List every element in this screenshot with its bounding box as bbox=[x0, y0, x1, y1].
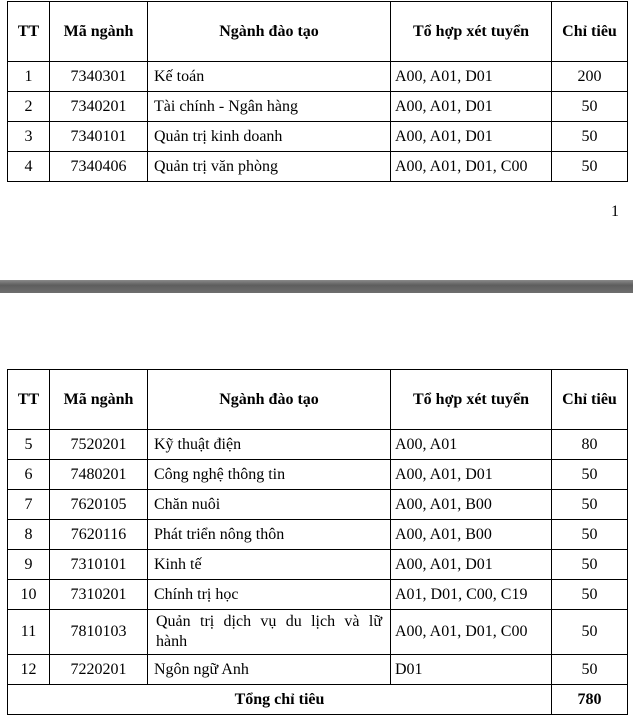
table-header-row bbox=[8, 2, 628, 62]
page-number: 1 bbox=[611, 203, 619, 220]
admission-table-page-1 bbox=[7, 1, 628, 182]
cell-to-hop: A01, D01, C00, C19 bbox=[391, 580, 552, 610]
table-row bbox=[8, 122, 628, 152]
cell-tt: 8 bbox=[8, 520, 50, 550]
cell-chi-tieu: 200 bbox=[552, 62, 628, 92]
total-label: Tổng chỉ tiêu bbox=[8, 685, 552, 715]
table-row bbox=[8, 610, 628, 655]
cell-ma-nganh: 7620105 bbox=[50, 490, 148, 520]
table-row bbox=[8, 655, 628, 685]
cell-nganh-line-1: Quản trị dịch vụ du lịch và lữ bbox=[156, 613, 382, 630]
document-page-1 bbox=[0, 0, 633, 280]
cell-ma-nganh: 7810103 bbox=[50, 610, 148, 655]
cell-ma-nganh: 7340101 bbox=[50, 122, 148, 152]
table-header-row bbox=[8, 370, 628, 430]
cell-ma-nganh: 7620116 bbox=[50, 520, 148, 550]
cell-chi-tieu: 50 bbox=[552, 460, 628, 490]
header-ma-nganh: Mã ngành bbox=[50, 2, 148, 62]
total-value: 780 bbox=[552, 685, 628, 715]
cell-nganh: Chăn nuôi bbox=[148, 490, 391, 520]
table-row bbox=[8, 92, 628, 122]
cell-ma-nganh: 7520201 bbox=[50, 430, 148, 460]
cell-ma-nganh: 7340406 bbox=[50, 152, 148, 182]
cell-nganh: Phát triển nông thôn bbox=[148, 520, 391, 550]
header-tt: TT bbox=[8, 2, 50, 62]
cell-tt: 5 bbox=[8, 430, 50, 460]
cell-tt: 11 bbox=[8, 610, 50, 655]
cell-ma-nganh: 7340201 bbox=[50, 92, 148, 122]
cell-to-hop: A00, A01, D01 bbox=[391, 62, 552, 92]
cell-chi-tieu: 50 bbox=[552, 520, 628, 550]
cell-to-hop: A00, A01, D01, C00 bbox=[391, 152, 552, 182]
cell-ma-nganh: 7340301 bbox=[50, 62, 148, 92]
cell-chi-tieu: 50 bbox=[552, 580, 628, 610]
page-separator bbox=[0, 280, 633, 293]
header-nganh-dao-tao: Ngành đào tạo bbox=[148, 2, 391, 62]
table-row bbox=[8, 152, 628, 182]
header-ma-nganh: Mã ngành bbox=[50, 370, 148, 430]
cell-nganh bbox=[148, 610, 391, 655]
cell-nganh: Kỹ thuật điện bbox=[148, 430, 391, 460]
cell-to-hop: A00, A01, D01 bbox=[391, 460, 552, 490]
cell-nganh: Chính trị học bbox=[148, 580, 391, 610]
document-page-2 bbox=[0, 293, 633, 727]
cell-nganh-line-2: hành bbox=[156, 633, 188, 650]
header-nganh-dao-tao: Ngành đào tạo bbox=[148, 370, 391, 430]
cell-tt: 1 bbox=[8, 62, 50, 92]
cell-chi-tieu: 50 bbox=[552, 655, 628, 685]
cell-tt: 10 bbox=[8, 580, 50, 610]
table-row bbox=[8, 520, 628, 550]
table-row bbox=[8, 490, 628, 520]
cell-ma-nganh: 7310201 bbox=[50, 580, 148, 610]
cell-chi-tieu: 50 bbox=[552, 610, 628, 655]
cell-nganh: Công nghệ thông tin bbox=[148, 460, 391, 490]
cell-chi-tieu: 50 bbox=[552, 550, 628, 580]
cell-ma-nganh: 7310101 bbox=[50, 550, 148, 580]
cell-nganh: Kinh tế bbox=[148, 550, 391, 580]
cell-nganh: Ngôn ngữ Anh bbox=[148, 655, 391, 685]
cell-nganh: Kế toán bbox=[148, 62, 391, 92]
cell-tt: 2 bbox=[8, 92, 50, 122]
cell-tt: 3 bbox=[8, 122, 50, 152]
cell-to-hop: A00, A01, B00 bbox=[391, 520, 552, 550]
admission-table-page-2 bbox=[7, 369, 628, 715]
table-row bbox=[8, 460, 628, 490]
cell-chi-tieu: 50 bbox=[552, 152, 628, 182]
cell-tt: 4 bbox=[8, 152, 50, 182]
cell-ma-nganh: 7220201 bbox=[50, 655, 148, 685]
cell-tt: 7 bbox=[8, 490, 50, 520]
header-tt: TT bbox=[8, 370, 50, 430]
header-chi-tieu: Chỉ tiêu bbox=[552, 2, 628, 62]
cell-to-hop: D01 bbox=[391, 655, 552, 685]
cell-to-hop: A00, A01, D01 bbox=[391, 92, 552, 122]
header-to-hop: Tổ hợp xét tuyển bbox=[391, 2, 552, 62]
table-row bbox=[8, 580, 628, 610]
cell-to-hop: A00, A01, D01 bbox=[391, 122, 552, 152]
cell-to-hop: A00, A01, B00 bbox=[391, 490, 552, 520]
cell-chi-tieu: 50 bbox=[552, 122, 628, 152]
header-chi-tieu: Chỉ tiêu bbox=[552, 370, 628, 430]
cell-to-hop: A00, A01, D01, C00 bbox=[391, 610, 552, 655]
table-row bbox=[8, 62, 628, 92]
total-row bbox=[8, 685, 628, 715]
header-to-hop: Tổ hợp xét tuyển bbox=[391, 370, 552, 430]
cell-chi-tieu: 50 bbox=[552, 92, 628, 122]
table-row bbox=[8, 430, 628, 460]
cell-to-hop: A00, A01 bbox=[391, 430, 552, 460]
cell-nganh: Quản trị văn phòng bbox=[148, 152, 391, 182]
cell-to-hop: A00, A01, D01 bbox=[391, 550, 552, 580]
cell-nganh: Quản trị kinh doanh bbox=[148, 122, 391, 152]
cell-ma-nganh: 7480201 bbox=[50, 460, 148, 490]
cell-tt: 6 bbox=[8, 460, 50, 490]
cell-nganh: Tài chính - Ngân hàng bbox=[148, 92, 391, 122]
cell-chi-tieu: 80 bbox=[552, 430, 628, 460]
cell-chi-tieu: 50 bbox=[552, 490, 628, 520]
cell-tt: 12 bbox=[8, 655, 50, 685]
cell-tt: 9 bbox=[8, 550, 50, 580]
table-row bbox=[8, 550, 628, 580]
